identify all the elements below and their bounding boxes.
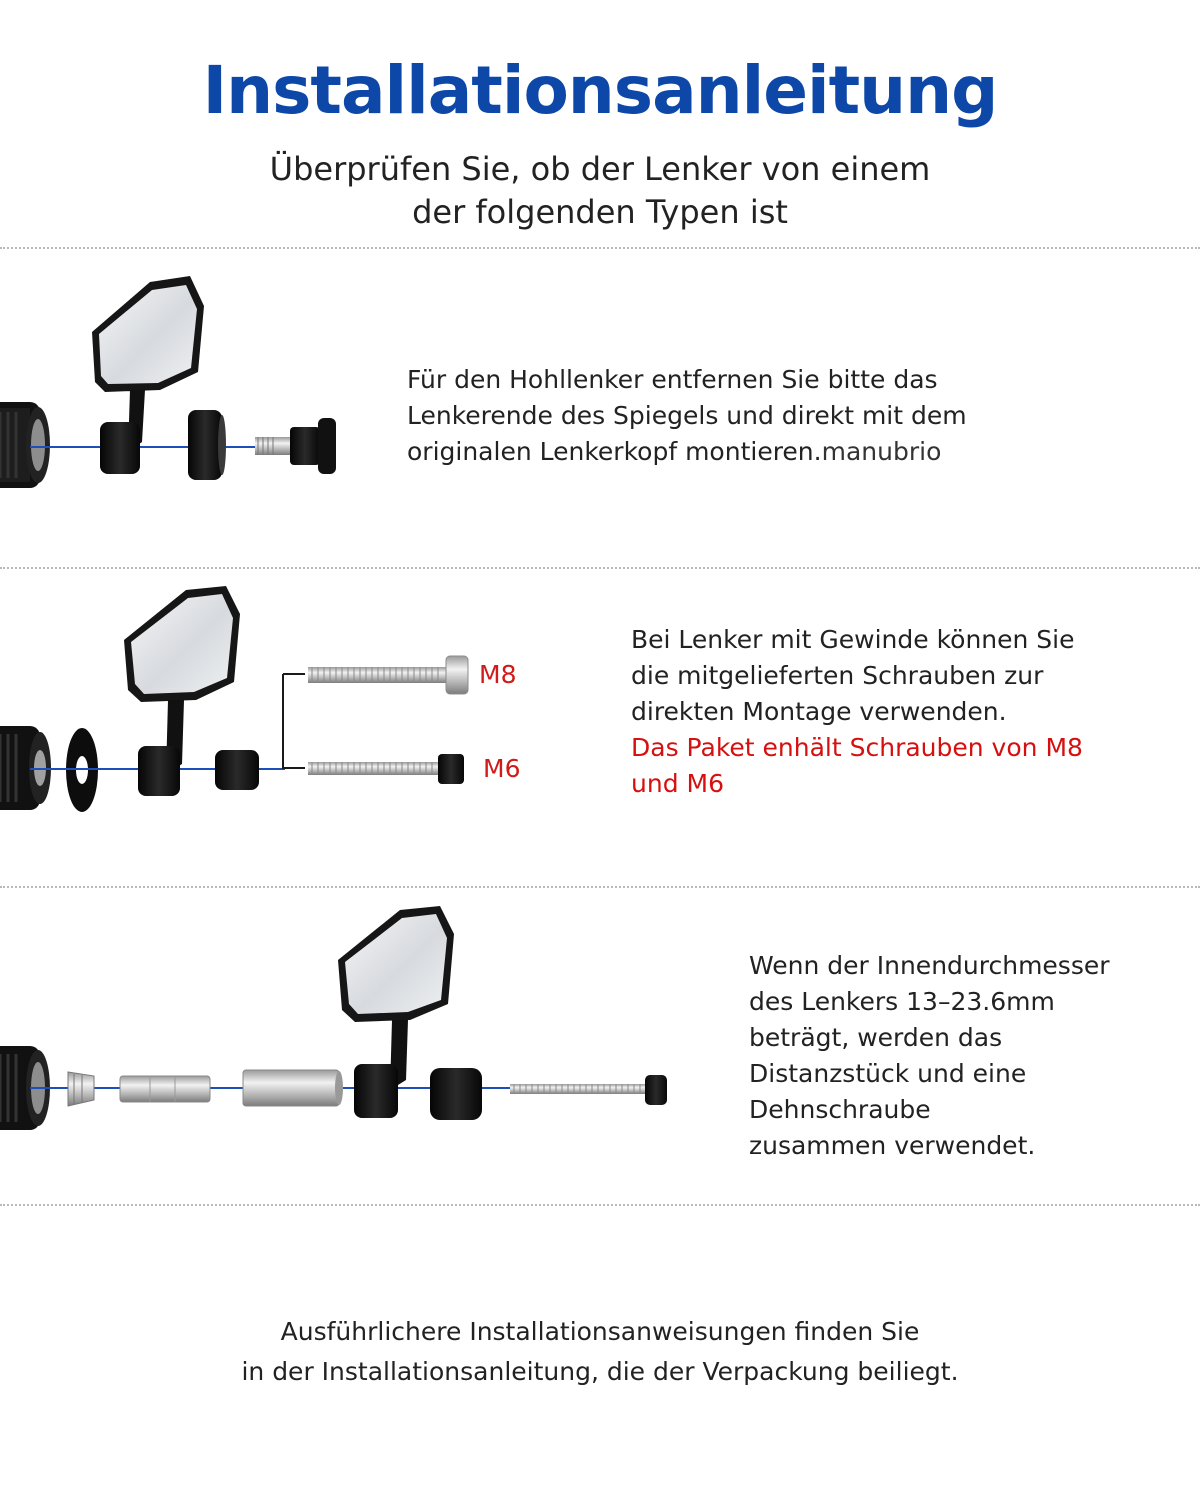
footer-line-2: in der Installationsanleitung, die der Verpackung beiliegt. bbox=[241, 1357, 959, 1386]
step-2-line-2: die mitgelieferten Schrauben zur bbox=[631, 661, 1044, 690]
section-divider-2 bbox=[0, 567, 1200, 569]
step-3-line-3: beträgt, werden das bbox=[749, 1023, 1003, 1052]
split-sleeve-icon bbox=[120, 1076, 210, 1102]
subtitle-line-1: Überprüfen Sie, ob der Lenker von einem bbox=[269, 150, 931, 188]
step-2-warning-line-1: Das Paket enhält Schrauben von M8 bbox=[631, 733, 1083, 762]
m6-screw-icon bbox=[308, 754, 464, 784]
subtitle-line-2: der folgenden Typen ist bbox=[412, 193, 788, 231]
handlebar-grip-icon bbox=[0, 402, 50, 488]
expansion-bolt-icon bbox=[510, 1075, 667, 1105]
step-2-instructions bbox=[631, 622, 1083, 802]
step-1-line-1: Für den Hohllenker entfernen Sie bitte das bbox=[407, 365, 938, 394]
step-3-line-6: zusammen verwendet. bbox=[749, 1131, 1036, 1160]
step-3-line-1: Wenn der Innendurchmesser bbox=[749, 951, 1110, 980]
step-3-line-4: Distanzstück und eine bbox=[749, 1059, 1027, 1088]
expansion-bolt-diagram bbox=[0, 900, 700, 1140]
spacer-tube-icon bbox=[243, 1070, 343, 1106]
section-divider-4 bbox=[0, 1204, 1200, 1206]
section-divider-1 bbox=[0, 247, 1200, 249]
m8-screw-label: M8 bbox=[479, 660, 517, 689]
bolt-icon bbox=[255, 418, 336, 474]
section-divider-3 bbox=[0, 886, 1200, 888]
step-1-instructions bbox=[407, 362, 967, 470]
step-3-instructions bbox=[749, 948, 1110, 1164]
mirror-icon bbox=[92, 276, 204, 474]
page-subtitle bbox=[150, 148, 1050, 234]
step-1-line-3 bbox=[407, 434, 967, 470]
step-3-line-2: des Lenkers 13–23.6mm bbox=[749, 987, 1055, 1016]
step-2-line-1: Bei Lenker mit Gewinde können Sie bbox=[631, 625, 1075, 654]
threaded-bar-diagram bbox=[0, 578, 500, 828]
footer-note bbox=[100, 1312, 1100, 1392]
expansion-cone-icon bbox=[68, 1072, 94, 1106]
footer-line-1: Ausführlichere Installationsanweisungen finden Sie bbox=[280, 1317, 920, 1346]
step-1-line-2: Lenkerende des Spiegels und direkt mit dem bbox=[407, 401, 967, 430]
m6-screw-label: M6 bbox=[483, 754, 521, 783]
step-3-line-5: Dehnschraube bbox=[749, 1095, 931, 1124]
step-1-line-3-extra: manubrio bbox=[821, 437, 942, 466]
hollow-bar-diagram bbox=[0, 262, 420, 502]
step-2-line-3: direkten Montage verwenden. bbox=[631, 697, 1007, 726]
m8-screw-icon bbox=[308, 656, 468, 694]
step-1-line-3-main: originalen Lenkerkopf montieren. bbox=[407, 437, 822, 466]
bar-end-spacer-icon bbox=[188, 410, 226, 480]
page-title: Installationsanleitung bbox=[202, 52, 998, 129]
bar-end-spacer-icon bbox=[215, 750, 259, 790]
step-2-warning-line-2: und M6 bbox=[631, 769, 724, 798]
bar-end-spacer-icon bbox=[430, 1068, 482, 1120]
